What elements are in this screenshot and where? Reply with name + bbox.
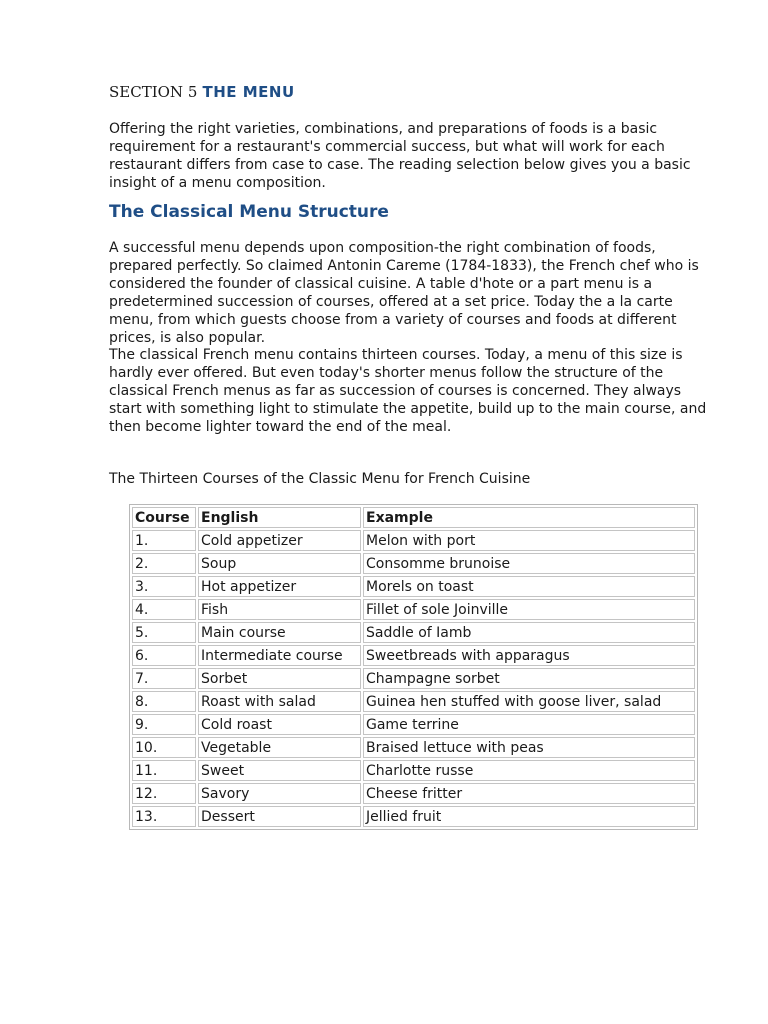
cell-example: Fillet of sole Joinville [363, 599, 695, 620]
cell-english: Savory [198, 783, 361, 804]
table-row [132, 737, 695, 758]
table-row [132, 576, 695, 597]
section-prefix: SECTION 5 [109, 83, 198, 101]
cell-course-number: 2. [132, 553, 196, 574]
body-paragraph-1: A successful menu depends upon composition-the right combination of foods, prepared perfectly. So claimed Antonin Careme (1784-1833), the French chef who is considered the founder of classical cuisine. A table d'hote or a part menu is a predetermined succession of courses, offered at a set price. Today the a la carte menu, from which guests choose from a variety of courses and foods at different prices, is also popular. [109, 240, 699, 346]
cell-course-number: 6. [132, 645, 196, 666]
cell-course-number: 9. [132, 714, 196, 735]
section-title: THE MENU [202, 83, 295, 101]
table-row [132, 714, 695, 735]
cell-course-number: 12. [132, 783, 196, 804]
table-row [132, 783, 695, 804]
cell-example: Cheese fritter [363, 783, 695, 804]
table-header-row [132, 507, 695, 528]
table-caption: The Thirteen Courses of the Classic Menu for French Cuisine [109, 471, 531, 487]
body-paragraph-2: The classical French menu contains thirteen courses. Today, a menu of this size is hardly ever offered. But even today's shorter menus follow the structure of the classical French menus as far as succession of courses is concerned. They always start with something light to stimulate the appetite, build up to the main course, and then become lighter toward the end of the meal. [109, 347, 707, 435]
table-row [132, 553, 695, 574]
cell-english: Hot appetizer [198, 576, 361, 597]
cell-english: Vegetable [198, 737, 361, 758]
table-row [132, 806, 695, 827]
cell-example: Melon with port [363, 530, 695, 551]
cell-english: Roast with salad [198, 691, 361, 712]
cell-course-number: 7. [132, 668, 196, 689]
cell-example: Guinea hen stuffed with goose liver, salad [363, 691, 695, 712]
cell-english: Cold appetizer [198, 530, 361, 551]
table-row [132, 691, 695, 712]
cell-english: Intermediate course [198, 645, 361, 666]
cell-english: Soup [198, 553, 361, 574]
intro-paragraph: Offering the right varieties, combinations, and preparations of foods is a basic requirement for a restaurant's commercial success, but what will work for each restaurant differs from case to case. The reading selection below gives you a basic insight of a menu composition. [109, 121, 691, 191]
table-row [132, 622, 695, 643]
cell-example: Jellied fruit [363, 806, 695, 827]
courses-table-wrapper [129, 504, 698, 830]
section-heading [109, 82, 295, 101]
courses-table [129, 504, 698, 830]
cell-english: Cold roast [198, 714, 361, 735]
header-example: Example [363, 507, 695, 528]
header-course: Course [132, 507, 196, 528]
cell-example: Morels on toast [363, 576, 695, 597]
cell-course-number: 8. [132, 691, 196, 712]
header-english: English [198, 507, 361, 528]
table-row [132, 668, 695, 689]
cell-course-number: 10. [132, 737, 196, 758]
cell-course-number: 4. [132, 599, 196, 620]
subheading: The Classical Menu Structure [109, 202, 389, 222]
cell-course-number: 1. [132, 530, 196, 551]
cell-english: Main course [198, 622, 361, 643]
table-row [132, 530, 695, 551]
table-row [132, 599, 695, 620]
cell-example: Saddle of Iamb [363, 622, 695, 643]
cell-example: Consomme brunoise [363, 553, 695, 574]
cell-course-number: 5. [132, 622, 196, 643]
cell-course-number: 11. [132, 760, 196, 781]
cell-course-number: 3. [132, 576, 196, 597]
cell-english: Sweet [198, 760, 361, 781]
cell-example: Sweetbreads with apparagus [363, 645, 695, 666]
cell-english: Sorbet [198, 668, 361, 689]
table-row [132, 645, 695, 666]
cell-example: Game terrine [363, 714, 695, 735]
cell-english: Dessert [198, 806, 361, 827]
cell-example: Charlotte russe [363, 760, 695, 781]
table-row [132, 760, 695, 781]
cell-english: Fish [198, 599, 361, 620]
cell-example: Braised lettuce with peas [363, 737, 695, 758]
cell-example: Champagne sorbet [363, 668, 695, 689]
table-body [132, 530, 695, 827]
cell-course-number: 13. [132, 806, 196, 827]
